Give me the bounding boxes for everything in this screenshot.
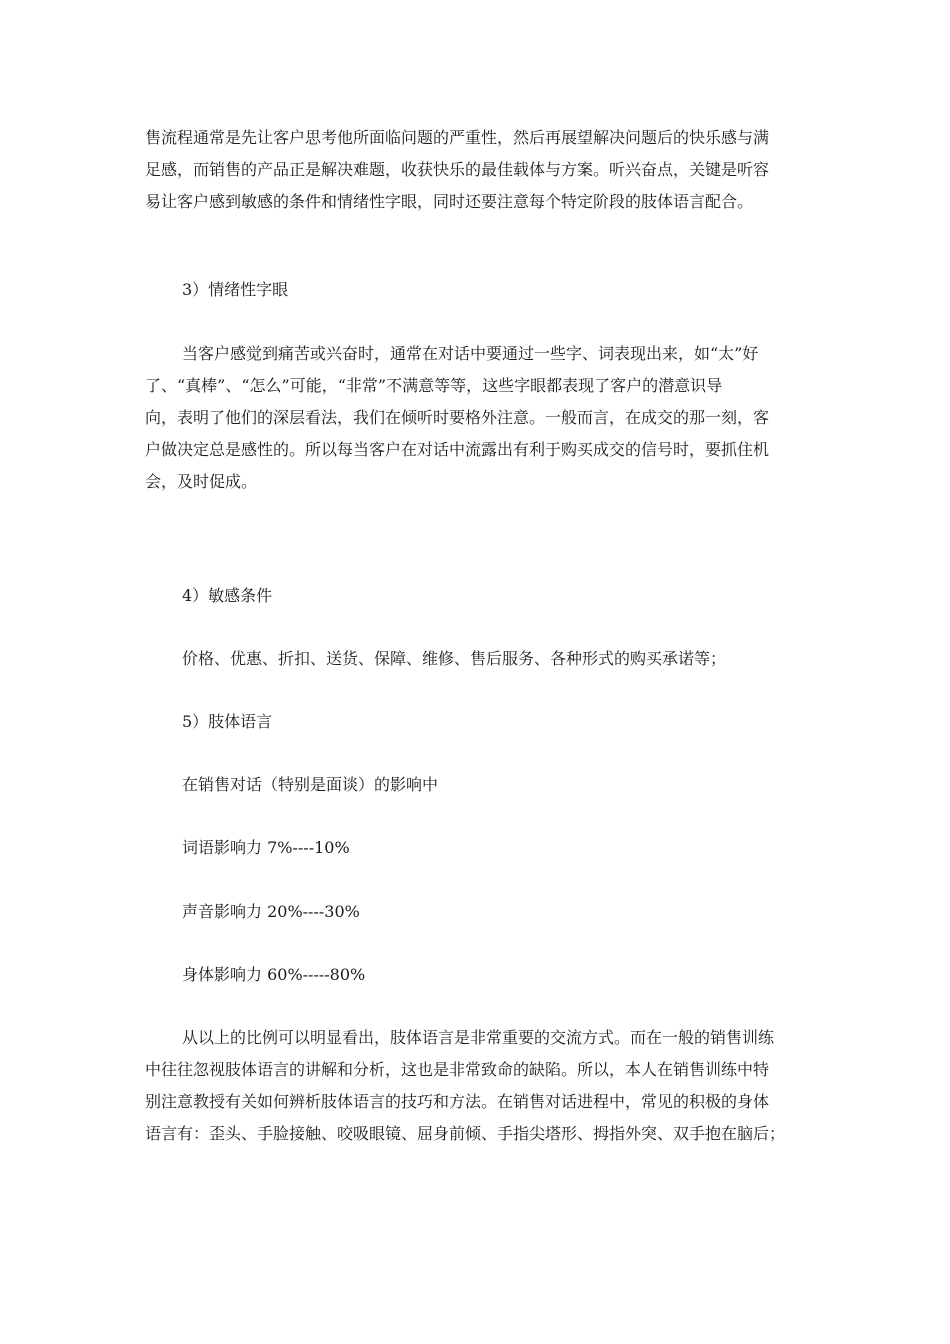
influence-words (145, 832, 847, 864)
influence-body (145, 959, 847, 991)
text-line: 从以上的比例可以明显看出，肢体语言是非常重要的交流方式。而在一般的销售训练 (182, 1028, 775, 1047)
text-line: 易让客户感到敏感的条件和情绪性字眼，同时还要注意每个特定阶段的肢体语言配合。 (145, 192, 754, 211)
text-line: 声音影响力 20%----30% (182, 902, 360, 921)
heading-body-language (145, 706, 847, 738)
text-line: 在销售对话（特别是面谈）的影响中 (182, 775, 439, 794)
text-line: 售流程通常是先让客户思考他所面临问题的严重性，然后再展望解决问题后的快乐感与满 (145, 128, 770, 147)
paragraph-body-language (145, 1022, 810, 1150)
heading-text: 5）肢体语言 (182, 712, 273, 731)
text-line: 户做决定总是感性的。所以每当客户在对话中流露出有利于购买成交的信号时，要抓住机 (145, 440, 770, 459)
heading-sensitive-conditions (145, 580, 847, 612)
influence-intro (145, 769, 847, 801)
text-line: 了、“真棒”、“怎么”可能，“非常”不满意等等，这些字眼都表现了客户的潜意识导 (145, 376, 723, 395)
text-line: 足感，而销售的产品正是解决难题，收获快乐的最佳载体与方案。听兴奋点，关键是听容 (145, 160, 770, 179)
text-line: 会，及时促成。 (145, 472, 258, 491)
influence-voice (145, 896, 847, 928)
paragraph-conditions (145, 643, 847, 675)
heading-emotional-words (145, 274, 847, 306)
text-line: 中往往忽视肢体语言的讲解和分析，这也是非常致命的缺陷。所以，本人在销售训练中特 (145, 1060, 770, 1079)
text-line: 别注意教授有关如何辨析肢体语言的技巧和方法。在销售对话进程中，常见的积极的身体 (145, 1092, 770, 1111)
paragraph-emotional-words (145, 338, 810, 498)
text-line: 当客户感觉到痛苦或兴奋时，通常在对话中要通过一些字、词表现出来，如“太”好 (182, 344, 759, 363)
text-line: 语言有：歪头、手脸接触、咬吸眼镜、屈身前倾、手指尖塔形、拇指外突、双手抱在脑后； (145, 1124, 786, 1143)
text-line: 向，表明了他们的深层看法，我们在倾听时要格外注意。一般而言，在成交的那一刻，客 (145, 408, 770, 427)
text-line: 身体影响力 60%-----80% (182, 965, 366, 984)
heading-text: 3）情绪性字眼 (182, 280, 289, 299)
paragraph-sales-process (145, 122, 810, 218)
text-line: 价格、优惠、折扣、送货、保障、维修、售后服务、各种形式的购买承诺等； (182, 649, 727, 668)
text-line: 词语影响力 7%----10% (182, 838, 350, 857)
heading-text: 4）敏感条件 (182, 586, 273, 605)
